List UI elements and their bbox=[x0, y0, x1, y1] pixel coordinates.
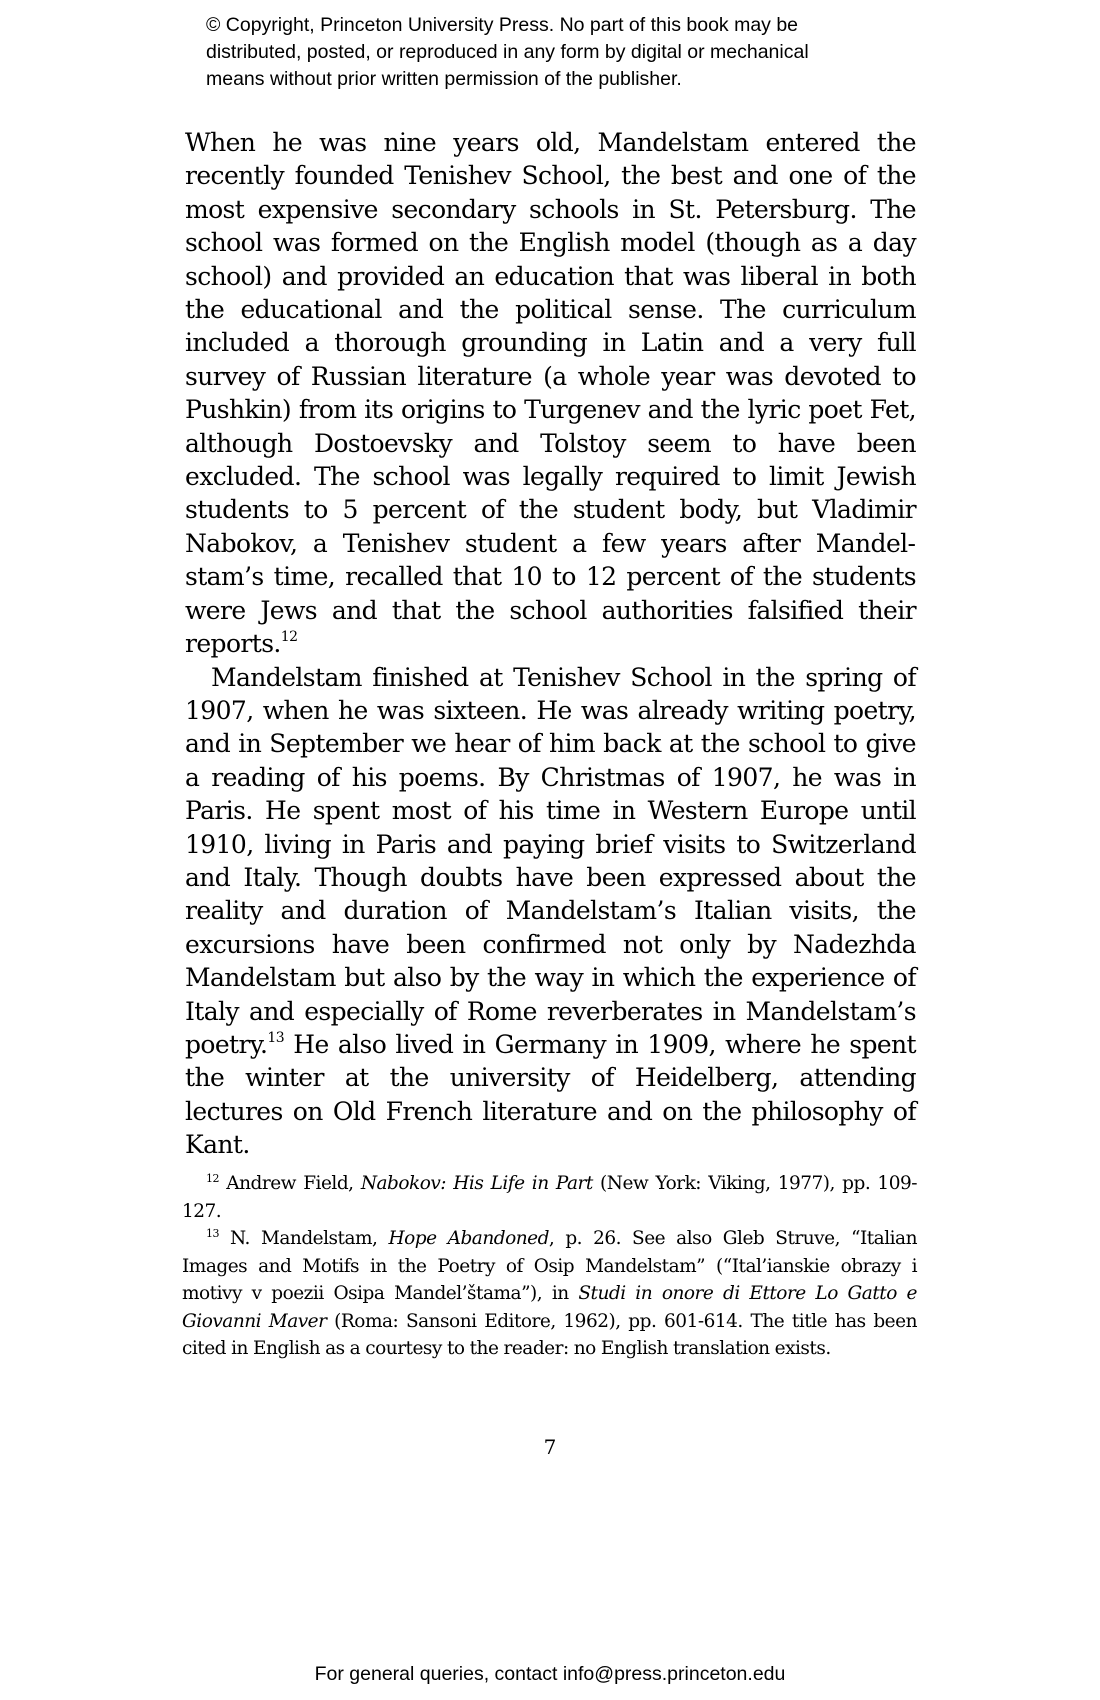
paragraph bbox=[185, 126, 916, 661]
paragraph-text: He also lived in Germany in 1909, where he spent the winter at the university of Heidelberg, attending lectures on Old French literature and on the philosophy of Kant. bbox=[185, 1029, 916, 1160]
body-text bbox=[185, 126, 916, 1162]
footnote-number: 12 bbox=[206, 1172, 219, 1185]
copyright-line: distributed, posted, or reproduced in any form by digital or mechanical bbox=[206, 41, 809, 63]
footnote-ref: 13 bbox=[267, 1029, 285, 1046]
copyright-line: means without prior written permission of the publisher. bbox=[206, 68, 682, 90]
copyright-line: © Copyright, Princeton University Press. No part of this book may be bbox=[206, 14, 799, 36]
footnote bbox=[182, 1170, 917, 1225]
page-number: 7 bbox=[543, 1435, 557, 1459]
paragraph-text: Mandelstam finished at Tenishev School in the spring of 1907, when he was sixteen. He was already writing poetry, and in September we hear of him back at the school to give a reading of his poems. By Christmas of 1907, he was in Paris. He spent most of his time in Western Europe until 1910, living in Paris and paying brief visits to Switzerland and Italy. Though doubts have been expressed about the reality and duration of Mandelstam’s Italian visits, the excursions have been confirmed not only by Nadezhda Mandelstam but also by the way in which the experience of Italy and especially of Rome reverberates in Mandelstam’s poetry. bbox=[185, 662, 916, 1059]
paragraph-text: When he was nine years old, Mandelstam entered the recently founded Tenishev School, the best and one of the most expensive secondary schools in St. Petersburg. The school was formed on the English model (though as a day school) and provided an education that was liberal in both the educational and the political sense. The curriculum included a thorough grounding in Latin and a very full survey of Russian literature (a whole year was devoted to Pushkin) from its origins to Turgenev and the lyric poet Fet, although Dostoevsky and Tolstoy seem to have been excluded. The school was legally required to limit Jewish students to 5 percent of the student body, but Vladimir Nabokov, a Tenishev student a few years after Mandelstam’s time, recalled that 10 to 12 percent of the students were Jews and that the school authorities falsified their reports. bbox=[185, 128, 916, 659]
footnote-text: (Roma: Sansoni Editore, 1962), pp. 601-614. The title has been cited in English as a courtesy to the reader: no English translation exists. bbox=[182, 1310, 917, 1359]
footnote-number: 13 bbox=[206, 1227, 219, 1240]
book-title: Nabokov: His Life in Part bbox=[360, 1173, 593, 1194]
footnote-text: N. Mandelstam, bbox=[219, 1228, 389, 1249]
paragraph bbox=[185, 661, 916, 1162]
footnote-text: (New York: Viking, 1977), pp. 109-127. bbox=[182, 1173, 917, 1222]
footnote-ref: 12 bbox=[280, 629, 298, 646]
book-title: Hope Abandoned bbox=[388, 1228, 549, 1249]
footnotes bbox=[182, 1170, 917, 1363]
book-title: Studi in onore di Ettore Lo Gatto e Giovanni Maver bbox=[182, 1283, 917, 1332]
footnote-text: , p. 26. See also Gleb Struve, “Italian Images and Motifs in the Poetry of Osip Mandelstam” (“Ital’ianskie obrazy i motivy v poezii Osipa Mandel’štama”), in bbox=[182, 1228, 917, 1304]
footnote bbox=[182, 1225, 917, 1363]
footnote-text: Andrew Field, bbox=[219, 1173, 361, 1194]
contact-footer: For general queries, contact info@press.princeton.edu bbox=[314, 1663, 786, 1685]
copyright-notice bbox=[206, 12, 906, 93]
